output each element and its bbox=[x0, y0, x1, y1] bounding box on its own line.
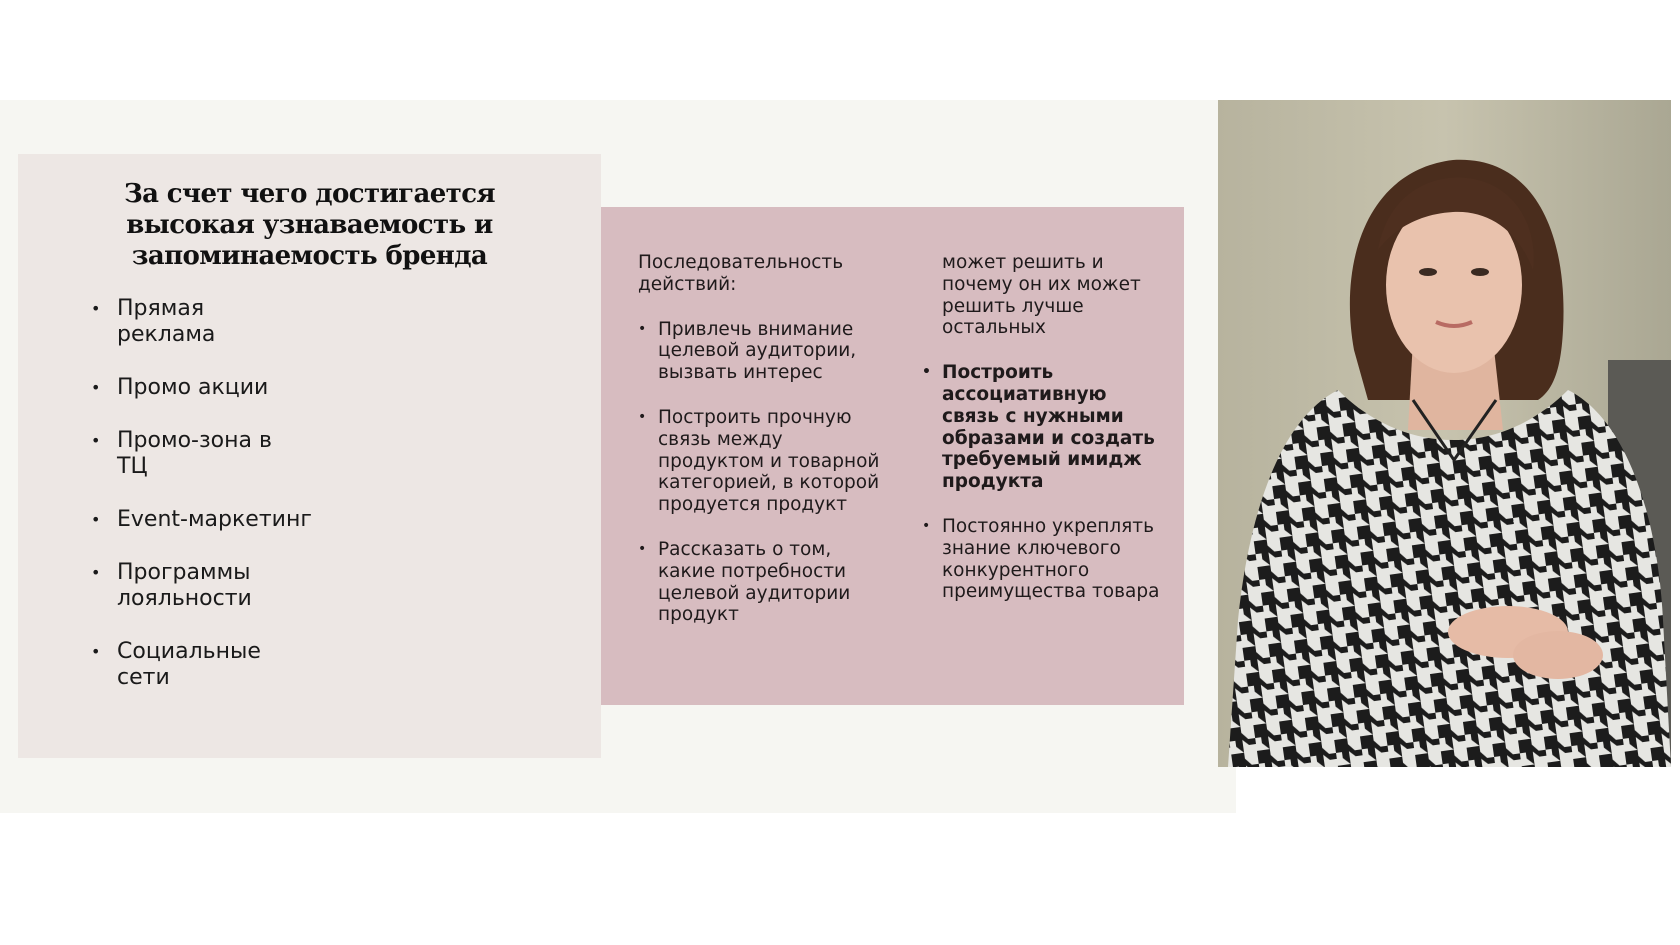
list-item: • Построить ассоциативную связь с нужными образами и создать требуемый имидж продукта bbox=[922, 362, 1155, 493]
list-item: • Привлечь внимание целевой аудитории, вызвать интерес bbox=[638, 318, 857, 384]
bullet-icon: • bbox=[91, 510, 101, 529]
channels-list bbox=[76, 296, 336, 691]
left-panel bbox=[18, 154, 601, 758]
list-item: • Промо акции bbox=[91, 375, 269, 400]
slide-title: За счет чего достигается высокая узнаваемость и запоминаемость бренда bbox=[123, 179, 496, 271]
speaker-portrait bbox=[1218, 100, 1671, 767]
steps-list-continued bbox=[922, 362, 1162, 603]
list-item-continuation: может решить и почему он их может решить лучше остальных bbox=[942, 252, 1141, 339]
bullet-icon: • bbox=[91, 563, 101, 582]
steps-list bbox=[638, 319, 888, 627]
list-item: • Социальные сети bbox=[91, 639, 261, 690]
bullet-icon: • bbox=[91, 299, 101, 318]
steps-column-2 bbox=[922, 252, 1162, 603]
bullet-icon: • bbox=[922, 364, 931, 381]
bullet-icon: • bbox=[91, 431, 101, 450]
bullet-icon: • bbox=[922, 517, 931, 534]
steps-column-1 bbox=[638, 252, 888, 626]
right-panel bbox=[601, 207, 1184, 705]
list-item: • Event-маркетинг bbox=[91, 507, 312, 532]
list-item: • Построить прочную связь между продуктом и товарной категорией, в которой продуется продукт bbox=[638, 406, 880, 516]
bullet-icon: • bbox=[638, 320, 647, 337]
bullet-icon: • bbox=[638, 540, 647, 557]
list-item: • Промо-зона в ТЦ bbox=[91, 428, 272, 479]
bullet-icon: • bbox=[91, 642, 101, 661]
sequence-heading: Последовательность действий: bbox=[638, 252, 844, 295]
bullet-icon: • bbox=[638, 408, 647, 425]
list-item: • Рассказать о том, какие потребности целевой аудитории продукт bbox=[638, 538, 851, 626]
bullet-icon: • bbox=[91, 378, 101, 397]
list-item: • Прямая реклама bbox=[91, 296, 216, 347]
list-item: • Программы лояльности bbox=[91, 560, 252, 611]
speaker-photo bbox=[1218, 100, 1671, 767]
list-item: • Постоянно укреплять знание ключевого конкурентного преимущества товара bbox=[922, 515, 1160, 603]
